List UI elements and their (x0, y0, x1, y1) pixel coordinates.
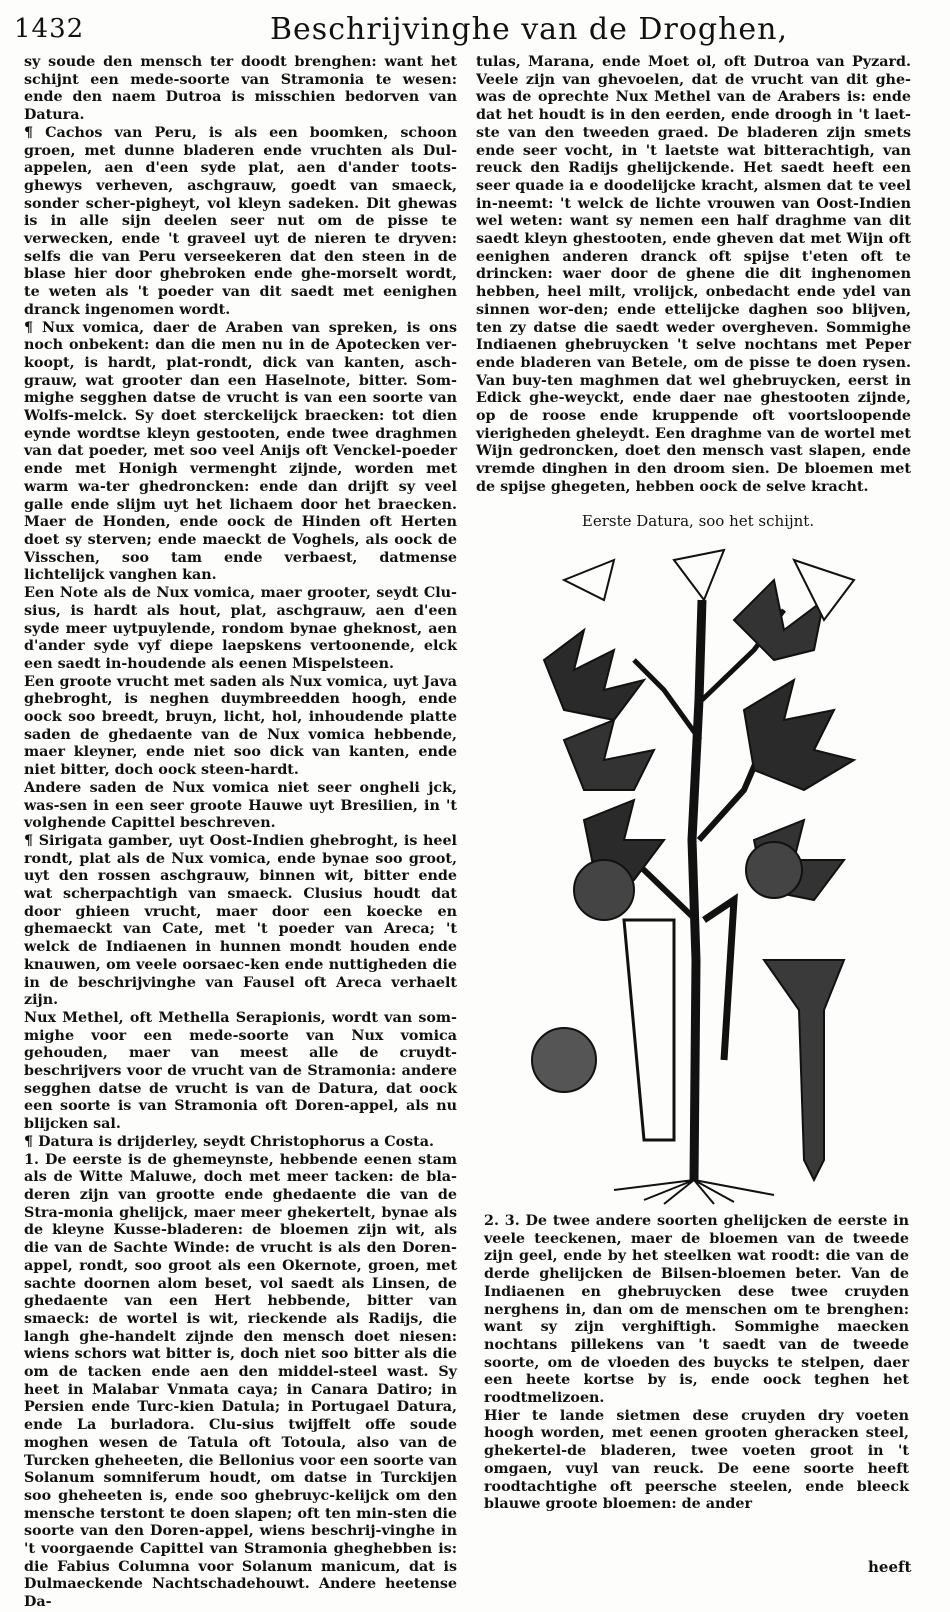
page-number: 1432 (14, 14, 85, 44)
paragraph: Andere saden de Nux vomica niet seer ongheli jck, was-sen in een seer groote Hauwe uyt Bresilien, in 't volghende Capittel beschreven. (24, 779, 457, 832)
paragraph: 1. De eerste is de ghemeynste, hebbende eenen stam als de Witte Maluwe, doch met meer tacken: de bla-deren zijn van grootte ende ghedaente die van de Stra-monia ghelijck, maer meer ghekertelt, bynae als de kleyne Kusse-bladeren: de bloemen zijn wit, als die van de Sachte Winde: de vrucht is als den Doren-appel, rondt, soo groot als een Okernote, groen, met sachte doornen alom beset, vol saedt als Linsen, de ghedaente van een Hert hebbende, bitter van smaeck: de wortel is wit, rieckende als Radijs, die langh ghe-handelt zijnde den mensch doet niesen: wiens schors wat bitter is, doch niet soo bitter als die om de tacken ende aen den middel-steel wast. Sy heet in Malabar Vnmata caya; in Canara Datiro; in Persien ende Turc-kien Datula; in Portugael Datura, ende La burladora. Clu-sius twijffelt offe soude moghen wesen de Tatula oft Totoula, also van de Turcken gheheeten, die Bellonius voor een soorte van Solanum somniferum houdt, om datse in Turckijen soo gheheeten is, ende soo ghebruyc-kelijck om den mensche terstont te doen slapen; oft ten min-sten die soorte van den Doren-appel, wiens beschrij-vinghe in 't voorgaende Capittel van Stramonia gheghebben is: die Fabius Columna voor Solanum manicum, dat is Dulmaeckende Nachtschadehouwt. Andere heetense Da- (24, 1151, 457, 1611)
main-stem (692, 600, 702, 1180)
left-column (24, 54, 457, 1612)
paragraph: Hier te lande sietmen dese cruyden dry voeten hoogh worden, met eenen grooten gheracken steel, ghekertel-de bladeren, twee voeten groot in 't omgaen, vuyl van reuck. De eene soorte heeft roodtachtighe oft peersche steelen, ende bleeck blauwe groote bloemen: de ander (484, 1407, 909, 1513)
catchword: heeft (868, 1558, 912, 1576)
paragraph: Een groote vrucht met saden als Nux vomica, uyt Java ghebroght, is neghen duymbreedden hoogh, ende oock soo breedt, bruyn, licht, hol, inhoudende platte saden de ghedaente van de Nux vomica hebbende, maer kleyner, ende niet soo dick van kanten, ende niet bitter, doch oock steen-hardt. (24, 673, 457, 779)
paragraph: Nux Methel, oft Methella Serapionis, wordt van som-mighe voor een mede-soorte van Nux vomica gehouden, maer van meest alle de cruydt-beschrijvers voor de vrucht van de Stramonia: andere segghen datse de vrucht is van de Datura, dat oock een soorte is van Stramonia oft Doren-appel, als nu blijcken sal. (24, 1009, 457, 1133)
paragraph: ¶ Datura is drijderley, seydt Christophorus a Costa. (24, 1133, 435, 1150)
right-column-bottom (484, 1213, 909, 1514)
paragraph: ¶ Sirigata gamber, uyt Oost-Indien ghebroght, is heel rondt, plat als de Nux vomica, ende bynae soo groot, uyt den rossen aschgrauw, binnen wit, bitter ende wat scherpachtigh van smaeck. Clusius houdt dat door ghieen vrucht, maer door een koecke en ghemaeckt van Cate, met 't poeder van Areca; 't welck de Indiaenen in hunnen mondt houden ende knauwen, om veele oorsaec-ken ende nuttigheden die in de beschrijvinghe van Fausel oft Areca verhaelt zijn. (24, 832, 457, 1009)
page-header (0, 0, 950, 50)
datura-woodcut-illustration (524, 540, 874, 1205)
paragraph: ¶ Nux vomica, daer de Araben van spreken, is ons noch onbekent: dan die men nu in de Apotecken ver-koopt, is hardt, plat-rondt, dick van kanten, asch-grauw, wat grooter dan een Haselnote, bitter. Som-mighe segghen datse de vrucht is van een soorte van Wolfs-melck. Sy doet sterckelijck braecken: tot dien eynde wordtse kleyn gestooten, ende twee draghmen van dat poeder, met soo veel Anijs oft Venckel-poeder ende met Honigh vermenght zijnde, worden met warm wa-ter ghedroncken: ende dan drijft sy veel galle ende slijm uyt het lichaem door het braecken. Maer de Honden, ende oock de Hinden oft Herten doet sy sterven; ende maeckt de Voghels, als oock de Visschen, soo tam ende verbaest, datmense lichtelijck vanghen kan. (24, 319, 457, 584)
paragraph: tulas, Marana, ende Moet ol, oft Dutroa van Pyzard. Veele zijn van ghevoelen, dat de vrucht van dit ghe-was de oprechte Nux Methel van de Arabers is: ende dat het houdt is in den eerden, ende droogh in 't laet-ste van den tweeden graed. De bladeren zijn smets ende seer vocht, in 't laetste wat bitterachtigh, van reuck den Radijs ghelijckende. Het saedt heeft een seer quade ia e doodelijcke kracht, alsmen dat te veel in-neemt: 't welck de lichte vrouwen van Oost-Indien wel weten: want sy nemen een half draghme van dit saedt kleyn ghestooten, ende gheven dat met Wijn oft eenighen anderen dranck oft spijse t'eten oft te drincken: waer door de ghene die dit inghenomen hebben, heel milt, vrolijck, onbedacht ende ydel van sinnen wor-den; ende ettelijcke daghen soo blijven, ten zy datse die saedt weder overgheven. Sommighe Indiaenen ghebruycken 't selve nochtans met Peper ende bladeren van Betele, om de pisse te doen rysen. Van buy-ten maghmen dat wel ghebruycken, eerst in Edick ghe-weyckt, ende daer nae ghestooten zijnde, op de roose ende kruppende oft voortsloopende vierigheden gheleydt. Een draghme van de wortel met Wijn gedroncken, doet den mensch vast slapen, ende vremde dinghen in den droom sien. De bloemen met de spijse ghegeten, hebben oock de selve kracht. (476, 54, 911, 495)
plant-drawing (524, 540, 874, 1205)
paragraph: sy soude den mensch ter doodt brenghen: want het schijnt een mede-soorte van Stramonia te wesen: ende den naem Dutroa is misschien bedorven van Datura. (24, 54, 457, 124)
paragraph: 2. 3. De twee andere soorten ghelijcken de eerste in veele teeckenen, maer de bloemen van de tweede zijn geel, ende by het steelken wat roodt: die van de derde ghelijcken de Bilsen-bloemen beter. Van de Indiaenen en ghebruycken dese twee cruyden nerghens in, dan om de menschen om te brenghen: want sy zijn verghiftigh. Sommighe maecken nochtans pillekens van 't saedt van de tweede soorte, om de vloeden des buycks te stelpen, daer een heete kortse by is, ende oock teghen het roodtmelizoen. (484, 1213, 909, 1407)
paragraph: ¶ Cachos van Peru, is als een boomken, schoon groen, met dunne bladeren ende vruchten als Dul-appelen, aen d'een syde plat, aen d'ander toots-ghewys verheven, aschgrauw, goedt van smaeck, sonder scher-pigheyt, vol kleyn sadeken. Dit ghewas is in alle sijn deelen seer nut om de pisse te verwecken, ende 't graveel uyt de nieren te dryven: selfs die van Peru verseekeren dat den steen in de blase hier door ghebroken ende ghe-morselt wordt, te weten als 't poeder van dit saedt met eenighen dranck ingenomen wordt. (24, 124, 457, 318)
paragraph: Een Note als de Nux vomica, maer grooter, seydt Clu-sius, is hardt als hout, plat, aschgrauw, aen d'een syde meer uytpuylende, rondom bynae gheknost, aen d'ander syde vyf diepe laepskens vertoonende, elck een saedt in-houdende als eenen Mispelsteen. (24, 585, 457, 672)
figure-caption: Eerste Datura, soo het schijnt. (581, 512, 815, 530)
running-title: Beschrijvinghe van de Droghen, (270, 12, 789, 47)
right-column-top (476, 54, 911, 497)
